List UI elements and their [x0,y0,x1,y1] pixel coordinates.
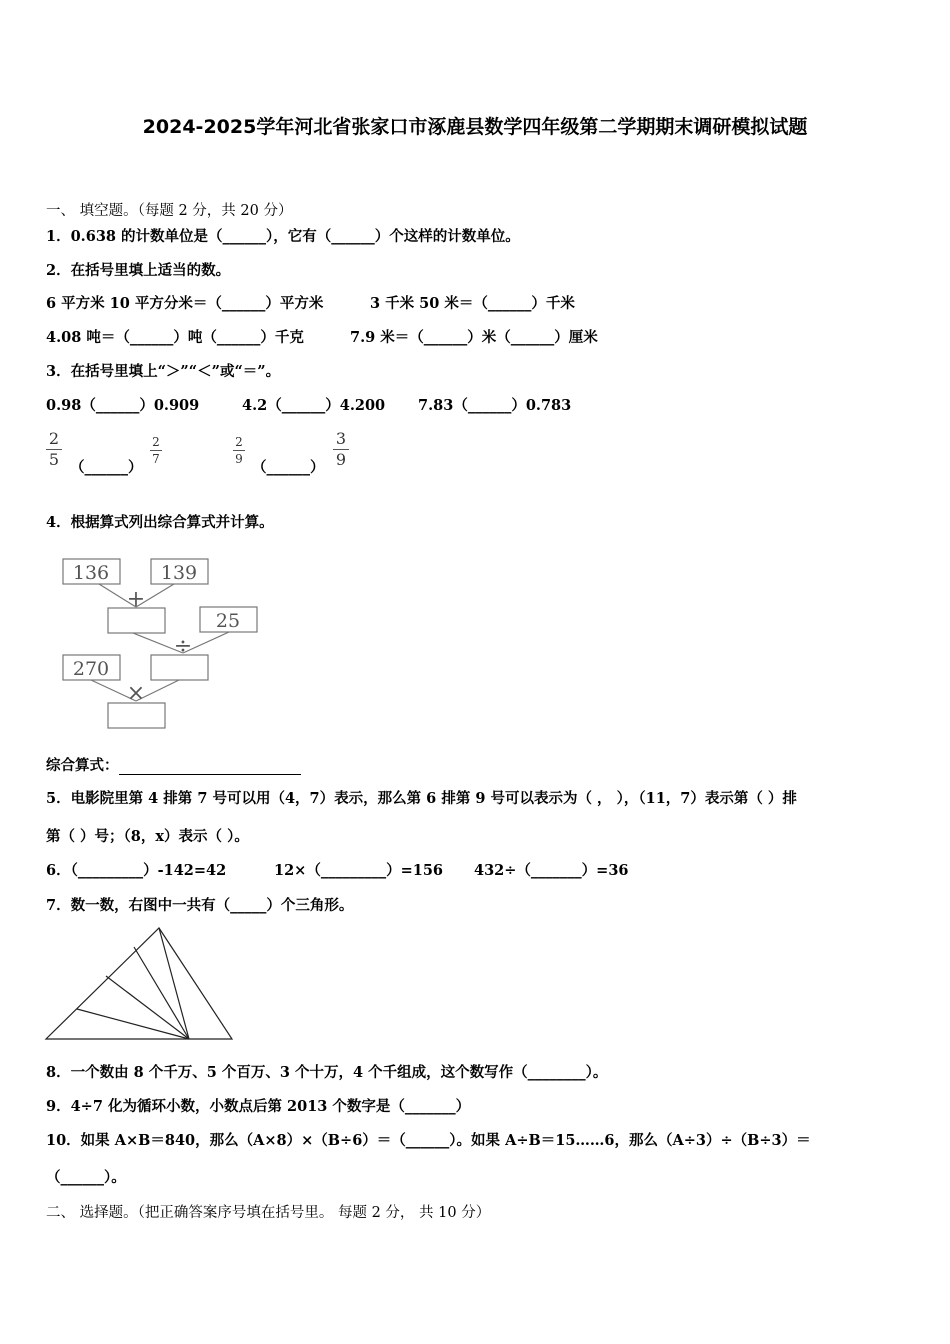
fraction-2-9 [233,435,245,466]
multiply-operator: × [126,681,146,706]
question-10-line2: （______）。 [46,1169,126,1186]
fraction-numerator: 2 [48,429,60,448]
fraction-denominator: 9 [235,452,243,466]
section2-header: 二、 选择题。（把正确答案序号填在括号里。 每题 2 分， 共 10 分） [46,1205,491,1221]
tree-value-25: 25 [215,610,241,632]
fraction-blank-2: （______） [252,459,325,476]
question-1: 1．0.638 的计数单位是（______），它有（______）个这样的计数单位。 [46,228,520,245]
question-5-line2: 第（ ）号；（8，x）表示（ ）。 [46,828,249,845]
question-3-compare-1: 0.98（______）0.909 [46,397,200,414]
answer-label: 综合算式： [46,757,119,774]
fraction-2-7 [150,435,162,466]
question-6a: 6．（_________）-142=42 [46,862,227,879]
question-2-line1a: 6 平方米 10 平方分米＝（______）平方米 [46,295,324,312]
question-5-line1: 5．电影院里第 4 排第 7 号可以用（4，7）表示，那么第 6 排第 9 号可以表示为（ ， ），（11，7）表示第（ ）排 [46,790,797,807]
fraction-bar [150,450,162,451]
tree-value-139: 139 [160,562,198,584]
question-9: 9．4÷7 化为循环小数，小数点后第 2013 个数字是（_______） [46,1098,471,1115]
question-3-compare-3: 7.83（______）0.783 [418,397,572,414]
question-2-line1b: 3 千米 50 米＝（______）千米 [370,295,575,312]
plus-operator: + [126,587,146,612]
question-2-line2a: 4.08 吨＝（______）吨（______）千克 [46,329,304,346]
question-2-stem: 2．在括号里填上适当的数。 [46,262,231,279]
question-6c: 432÷（_______）=36 [474,862,629,879]
fraction-3-9 [333,430,349,469]
question-10-line1: 10．如果 A×B＝840，那么（A×8）×（B÷6）＝（______）。如果 A÷B＝15……6，那么（A÷3）÷（B÷3）＝ [46,1132,811,1149]
fraction-2-5 [46,430,62,469]
question-3-stem: 3．在括号里填上“＞”“＜”或“＝”。 [46,363,281,380]
triangle-line [159,928,189,1039]
fraction-numerator: 2 [152,435,160,449]
fraction-numerator: 2 [235,435,243,449]
fraction-denominator: 7 [152,452,160,466]
section1-header: 一、 填空题。（每题 2 分，共 20 分） [46,203,293,219]
triangle-figure [44,925,236,1043]
divide-operator: ÷ [173,634,193,659]
answer-blank[interactable] [119,760,301,775]
question-6b: 12×（_________）=156 [274,862,443,879]
question-4-answer [46,757,301,775]
question-2-line2b: 7.9 米＝（______）米（______）厘米 [350,329,598,346]
fraction-numerator: 3 [335,429,347,448]
fraction-bar [233,450,245,451]
page-title: 2024-2025学年河北省张家口市涿鹿县数学四年级第二学期期末调研模拟试题 [142,116,808,138]
fraction-blank-1: （______） [70,459,143,476]
outer-triangle [46,928,232,1039]
fraction-denominator: 9 [335,450,347,469]
calculation-tree-diagram [55,552,270,734]
question-7: 7．数一数，右图中一共有（_____）个三角形。 [46,897,354,914]
triangle-line [77,1009,189,1039]
question-3-compare-2: 4.2（______）4.200 [242,397,386,414]
question-8: 8．一个数由 8 个千万、5 个百万、3 个十万，4 个千组成，这个数写作（________）。 [46,1064,608,1081]
tree-value-270: 270 [72,658,110,680]
tree-value-136: 136 [72,562,110,584]
triangle-line [106,976,189,1039]
tree-box-product [108,703,165,728]
question-4-stem: 4．根据算式列出综合算式并计算。 [46,514,274,531]
fraction-denominator: 5 [48,450,60,469]
